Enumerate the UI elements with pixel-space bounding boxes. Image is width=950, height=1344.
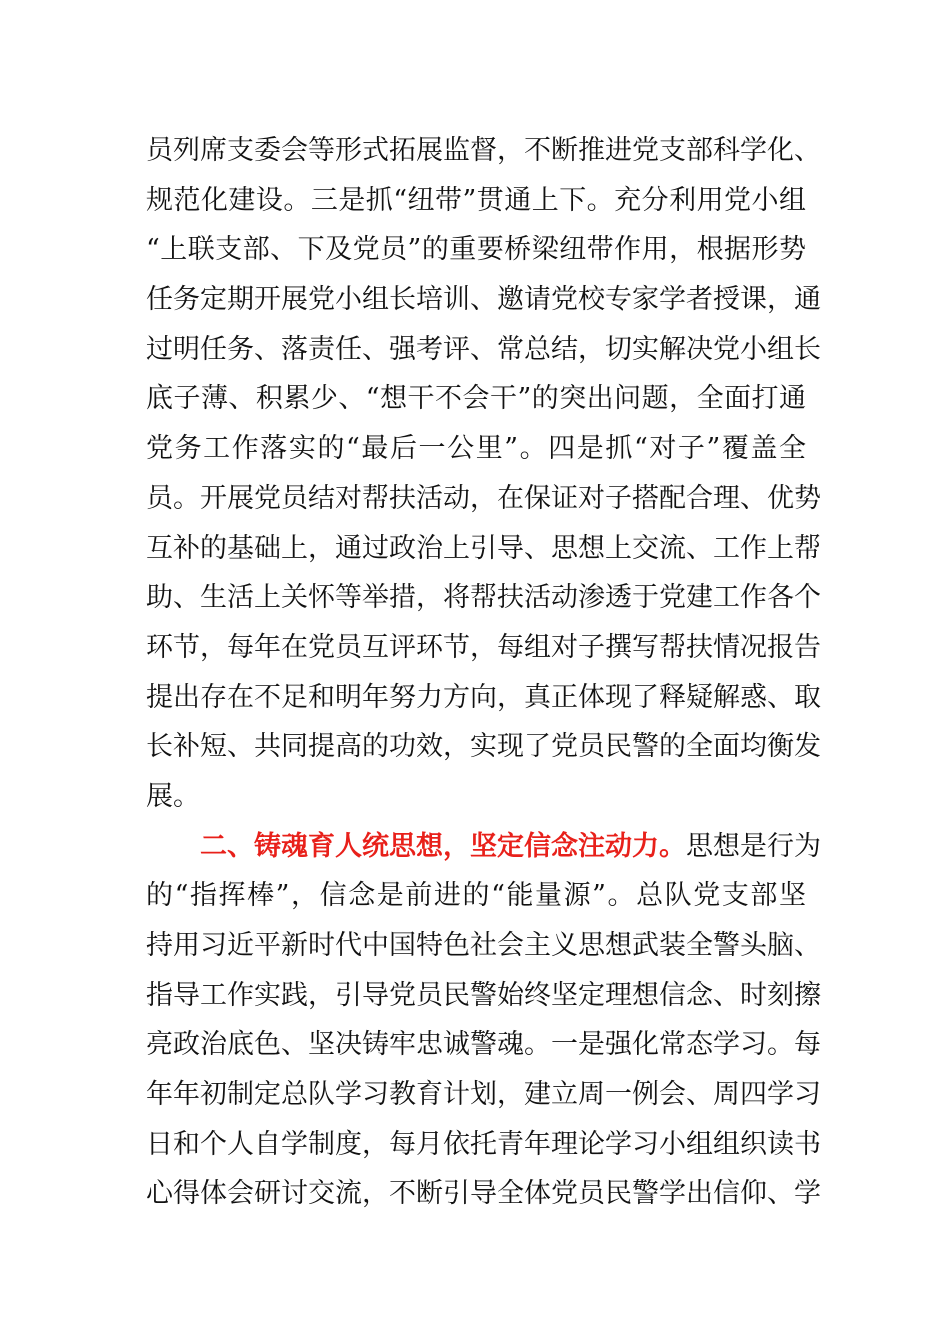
paragraph-1 (146, 126, 821, 822)
text-line: 日和个人自学制度，每月依托青年理论学习小组组织读书 (146, 1128, 821, 1160)
text-line: 持用习近平新时代中国特色社会主义思想武装全警头脑、 (146, 930, 821, 961)
heading-follow-text: 思想是行为 (686, 830, 821, 862)
text-line: 助、生活上关怀等举措，将帮扶活动渗透于党建工作各个 (146, 582, 821, 614)
text-line: 提出存在不足和明年努力方向，真正体现了释疑解惑、取 (146, 681, 821, 713)
text-line: 的“指挥棒”，信念是前进的“能量源”。总队党支部坚 (146, 880, 806, 912)
text-line: 过明任务、落责任、强考评、常总结，切实解决党小组长 (146, 333, 821, 365)
text-line: 党务工作落实的“最后一公里”。四是抓“对子”覆盖全 (146, 433, 806, 465)
paragraph-2 (146, 822, 821, 1220)
text-line: 员列席支委会等形式拓展监督，不断推进党支部科学化、 (146, 135, 821, 166)
text-line: 亮政治底色、坚决铸牢忠诚警魂。一是强化常态学习。每 (146, 1029, 821, 1061)
text-line: 规范化建设。三是抓“纽带”贯通上下。充分利用党小组 (146, 184, 806, 216)
text-line: 互补的基础上，通过政治上引导、思想上交流、工作上帮 (146, 532, 821, 564)
text-line: “上联支部、下及党员”的重要桥梁纽带作用，根据形势 (146, 234, 806, 266)
section-heading: 二、铸魂育人统思想，坚定信念注动力。 (200, 830, 686, 862)
text-line: 心得体会研讨交流，不断引导全体党员民警学出信仰、学 (146, 1178, 821, 1210)
text-line: 指导工作实践，引导党员民警始终坚定理想信念、时刻擦 (146, 979, 821, 1011)
text-line: 环节，每年在党员互评环节，每组对子撰写帮扶情况报告 (146, 631, 821, 663)
text-line: 任务定期开展党小组长培训、邀请党校专家学者授课，通 (146, 284, 821, 316)
text-line: 长补短、共同提高的功效，实现了党员民警的全面均衡发 (146, 731, 821, 763)
text-line: 员。开展党员结对帮扶活动，在保证对子搭配合理、优势 (146, 482, 821, 514)
text-line-first (146, 822, 821, 872)
text-line: 年年初制定总队学习教育计划，建立周一例会、周四学习 (146, 1079, 821, 1111)
document-body (146, 126, 821, 1219)
text-line: 底子薄、积累少、“想干不会干”的突出问题，全面打通 (146, 383, 806, 415)
text-line: 展。 (146, 780, 200, 812)
